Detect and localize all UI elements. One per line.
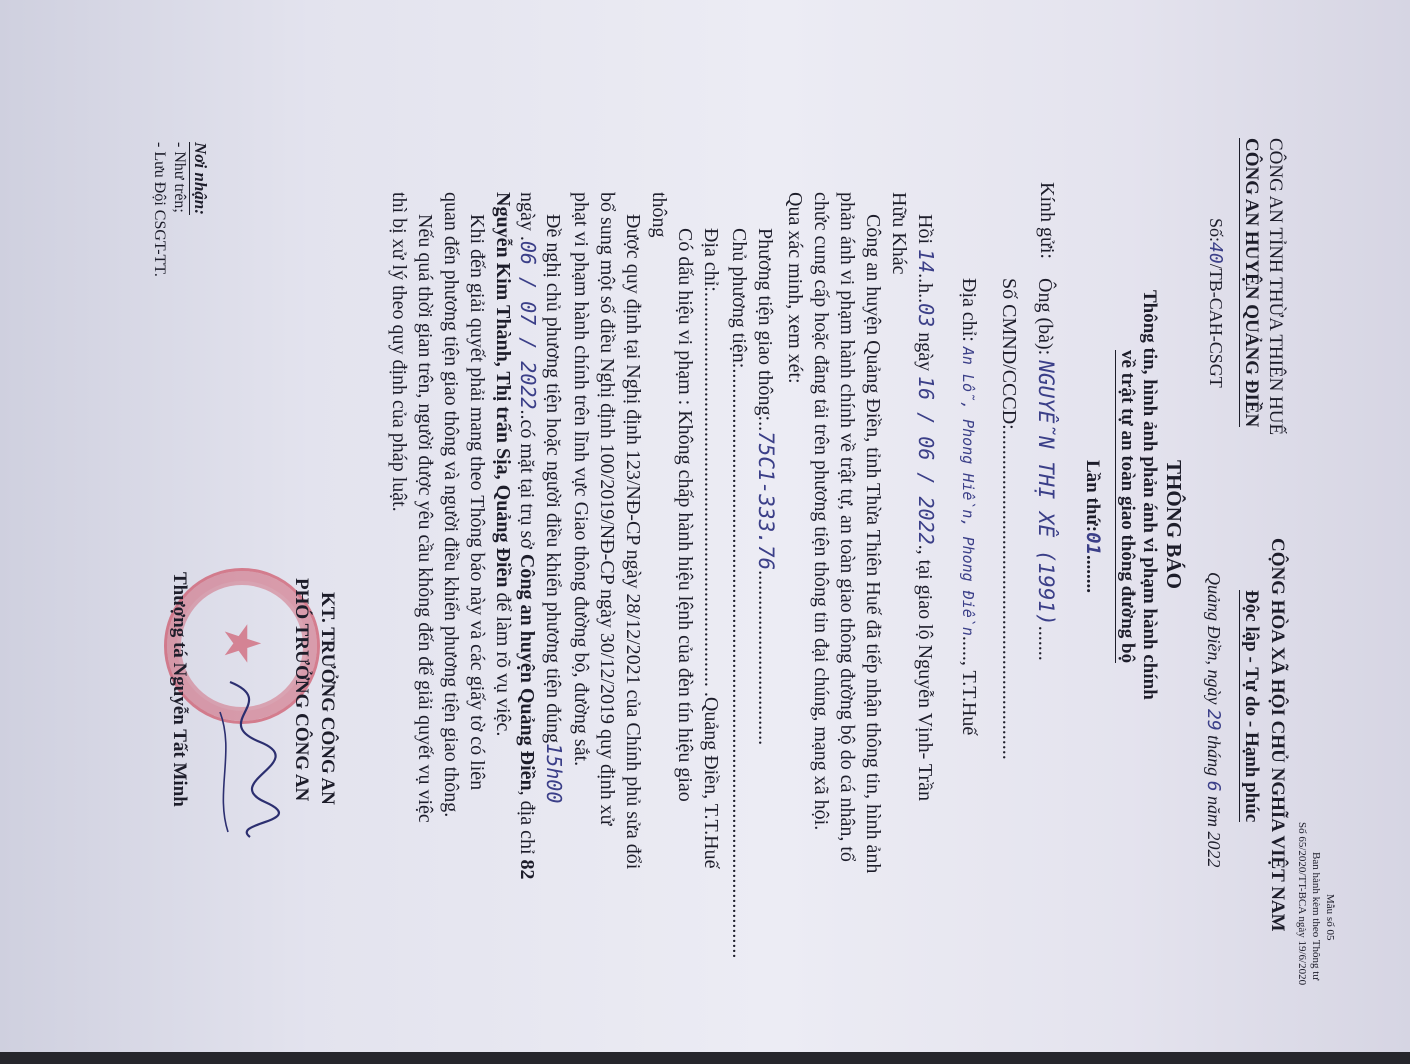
stamp-star-icon: ★: [214, 621, 270, 666]
recipient-name-line: [1033, 278, 1058, 661]
date-year: năm 2022: [1204, 796, 1224, 868]
notice-subtitle-2: về trật tự an toàn giao thông đường bộ: [1117, 350, 1138, 664]
noi-nhan-item1: - Như trên;: [171, 142, 188, 213]
doc-no-handwritten: 40: [1205, 242, 1226, 264]
address-label: Địa chỉ:: [958, 278, 980, 342]
date-month-label: tháng: [1204, 735, 1224, 777]
address-line: [957, 278, 980, 735]
document-number: [1205, 218, 1226, 388]
agency-name: CÔNG AN HUYỆN QUẢNG ĐIỀN: [1241, 138, 1262, 428]
request-time: 15h00: [542, 743, 566, 804]
request-l1: [541, 214, 566, 803]
para2: Qua xác minh, xem xét:: [784, 192, 806, 384]
issue-date: [1203, 572, 1224, 868]
vehicle-line: [753, 228, 778, 745]
notice-title: THÔNG BÁO: [1162, 460, 1186, 589]
request-l2: [515, 192, 540, 880]
signer-kt: KT. TRƯỞNG CÔNG AN: [317, 592, 338, 805]
request-addr-label: , địa chỉ: [516, 790, 538, 855]
attempt-dots: ........: [1082, 555, 1103, 594]
para1-l1: Công an huyện Quảng Điền, tỉnh Thừa Thiên Huế đã tiếp nhận thông tin, hình ảnh: [862, 214, 884, 874]
nation-title: CỘNG HÒA XÃ HỘI CHỦ NGHĨA VIỆT NAM: [1267, 538, 1288, 932]
name-label: Ông (bà):: [1034, 278, 1056, 356]
violation-line: Có dấu hiệu vi phạm : Không chấp hành hiệu lệnh của đèn tín hiệu giao: [674, 228, 696, 802]
hour-unit: ..h..: [914, 273, 936, 304]
vehicle-plate: 75C1-333.76: [754, 431, 778, 571]
attempt-value: 01: [1082, 532, 1104, 556]
id-label: Số CMND/CCCD:: [998, 278, 1020, 430]
location-cont: Hữu Khác: [888, 192, 910, 275]
date-day: 29: [1203, 708, 1224, 731]
overdue-l1: Nếu quá thời gian trên, người được yêu cầu không đến để giải quyết vụ việc: [414, 214, 436, 823]
image-bottom-border: [0, 1052, 1410, 1064]
legal-l1: Được quy định tại Nghị định 123/NĐ-CP ngày 28/12/2021 của Chính phủ sửa đổi: [622, 214, 644, 870]
bring-l2: quan đến phương tiện giao thông và người điều khiển phương tiện giao thông.: [440, 192, 462, 818]
vehicle-label: Phương tiện giao thông:..: [754, 228, 776, 432]
overdue-l2: thì bị xử lý theo quy định của pháp luật.: [388, 192, 410, 512]
legal-l2: bổ sung một số điều Nghị định 100/2019/NĐ-CP ngày 30/12/2019 quy định xử: [596, 192, 618, 826]
address-suffix: ....., T.T.Huế: [958, 635, 980, 736]
location-text: ., tại giao lộ Nguyễn Vịnh- Trần: [914, 544, 936, 801]
doc-no-prefix: Số:: [1206, 218, 1226, 243]
para1-l3: chức cung cấp hoặc đăng tải trên phương tiện thông tin đại chúng, mạng xã hội.: [810, 192, 832, 831]
date-prefix: Quảng Điền, ngày: [1204, 572, 1224, 705]
request-l3: [491, 192, 514, 736]
date-month: 6: [1203, 780, 1224, 792]
nation-motto: Độc lập - Tự do - Hạnh phúc: [1241, 590, 1262, 823]
form-number: Mẫu số 05: [1324, 894, 1336, 941]
owner-address-label: Địa chỉ:: [700, 228, 722, 292]
violation-cont: thông: [648, 192, 670, 238]
minute-value: 03: [914, 303, 938, 328]
legal-l3: phạt vi phạm hành chính trên lĩnh vực Giao thông đường bộ, đường sắt.: [570, 192, 592, 767]
ngay-label: ngày: [914, 332, 936, 372]
notice-document: [150, 32, 1350, 1032]
attempt-label: Lần thứ:: [1082, 460, 1103, 533]
owner-address-dots: ..............................................................................: [700, 291, 722, 682]
request-place: Công an huyện Quảng Điền: [516, 553, 538, 791]
notice-subtitle-1: Thông tin, hình ảnh phản ánh vi phạm hành chính: [1139, 290, 1160, 700]
noi-nhan-title: Nơi nhận:: [191, 142, 210, 215]
time-line: [913, 214, 938, 801]
attempt-line: [1081, 460, 1104, 593]
request-presence: ..có mặt tại trụ sở: [516, 409, 538, 549]
hour-value: 14: [914, 249, 938, 274]
para1-l2: phản ánh vi phạm hành chính về trật tự, an toàn giao thông đường bộ do cá nhân, tổ: [836, 192, 858, 862]
id-dots: ..................................................................: [998, 429, 1020, 760]
form-issued-line1: Ban hành kèm theo Thông tư: [1310, 852, 1322, 981]
noi-nhan-item2: - Lưu Đội CSGT-TT.: [151, 142, 168, 277]
request-address: Nguyễn Kim Thành, Thị trấn Sịa, Quảng Điền: [492, 192, 514, 588]
handwritten-signature: [200, 672, 290, 842]
incident-date: 16 / 06 / 2022: [914, 376, 938, 545]
doc-no-suffix: /TB-CAH-CSGT: [1206, 263, 1226, 388]
hoi-label: Hồi: [914, 214, 936, 244]
signer-name: Thượng tá Nguyễn Tất Minh: [169, 572, 190, 807]
owner-address-line: [699, 228, 722, 869]
vehicle-dots: ...................................: [754, 570, 776, 746]
request-date: 06 / 07 / 2022: [516, 240, 540, 410]
agency-parent: CÔNG AN TỈNH THỪA THIÊN HUẾ: [1265, 138, 1286, 436]
owner-address-value: . .Quảng Điền, T.T.Huế: [700, 681, 722, 869]
bring-l1: Khi đến giải quyết phải mang theo Thông báo này và các giấy tờ có liên: [466, 214, 488, 791]
form-issued-line2: Số 65/2020/TT-BCA ngày 19/6/2020: [1296, 822, 1308, 986]
owner-label: Chủ phương tiện:: [728, 228, 750, 369]
address-value: An Lỗ, Phong Hiền, Phong Điền: [959, 346, 977, 636]
request-purpose: để làm rõ vụ việc.: [492, 592, 514, 737]
id-line: [997, 278, 1020, 760]
signer-role: PHÓ TRƯỞNG CÔNG AN: [291, 578, 312, 802]
request-ngay: ngày .: [516, 192, 538, 241]
name-dots: .......: [1034, 625, 1056, 661]
owner-dots: ......................................................................................................................: [728, 368, 750, 959]
owner-line: [727, 228, 750, 958]
request-addr-no: 82: [516, 859, 538, 880]
request-text: Đề nghị chủ phương tiện hoặc người điều khiển phương tiện đúng: [542, 214, 564, 744]
name-value: NGUYỄN THỊ XÊ (1991): [1034, 360, 1058, 626]
kinh-gui-label: Kính gửi:: [1036, 182, 1058, 259]
